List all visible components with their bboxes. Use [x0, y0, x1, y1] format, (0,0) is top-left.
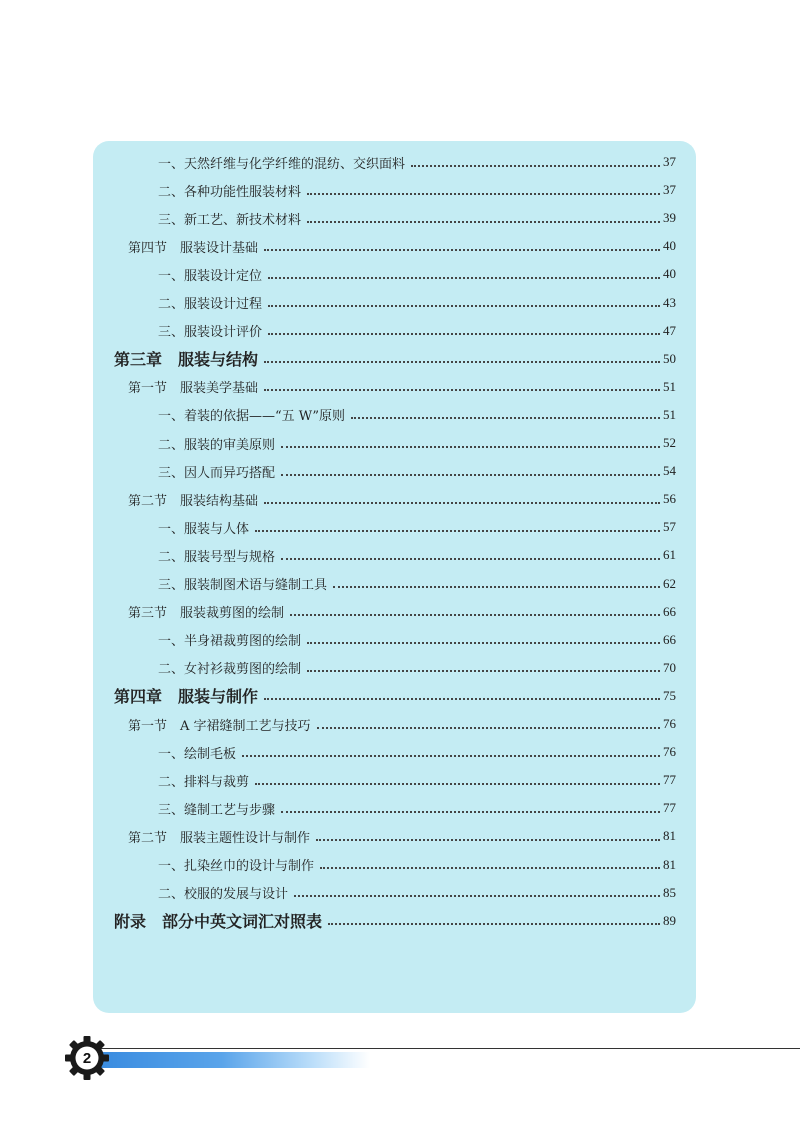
- page-footer: [0, 1022, 800, 1092]
- toc-entry-item[interactable]: [0, 177, 676, 203]
- toc-entry-page: 56: [663, 491, 676, 507]
- toc-entry-title: 二、校服的发展与设计: [158, 887, 289, 903]
- toc-entry-title: 第二节 服装主题性设计与制作: [128, 830, 311, 846]
- toc-entry-title: 第四章 服装与制作: [114, 687, 259, 707]
- dot-leader: [264, 501, 660, 504]
- toc-entry-page: 85: [663, 884, 676, 900]
- toc-entry-page: 51: [663, 406, 676, 422]
- dot-leader: [281, 810, 660, 813]
- dot-leader: [281, 557, 660, 560]
- toc-entry-page: 81: [663, 856, 676, 872]
- toc-entry-title: 一、半身裙裁剪图的绘制: [158, 634, 302, 650]
- dot-leader: [307, 669, 660, 672]
- dot-leader: [307, 641, 660, 644]
- toc-entry-item[interactable]: [0, 261, 676, 287]
- toc-entry-item[interactable]: [0, 627, 676, 653]
- toc-entry-title: 第一节 服装美学基础: [128, 381, 259, 397]
- toc-entry-item[interactable]: [0, 852, 676, 878]
- toc-entry-page: 54: [663, 463, 676, 479]
- page-number: 2: [82, 1049, 92, 1067]
- toc-entry-title: 三、服装设计评价: [158, 325, 263, 341]
- toc-entry-title: 附录 部分中英文词汇对照表: [114, 912, 323, 932]
- toc-entry-page: 66: [663, 603, 676, 619]
- toc-entry-item[interactable]: [0, 402, 676, 428]
- toc-entry-page: 39: [663, 210, 676, 226]
- toc-entry-title: 三、因人而异巧搭配: [158, 465, 276, 481]
- dot-leader: [268, 304, 660, 307]
- toc-entry-title: 一、服装与人体: [158, 521, 250, 537]
- dot-leader: [268, 276, 660, 279]
- toc-entry-title: 三、新工艺、新技术材料: [158, 212, 302, 228]
- dot-leader: [307, 220, 660, 223]
- dot-leader: [307, 192, 660, 195]
- toc-entry-item[interactable]: [0, 795, 676, 821]
- toc-entry-title: 第三章 服装与结构: [114, 350, 259, 370]
- toc-entry-item[interactable]: [0, 655, 676, 681]
- dot-leader: [351, 416, 660, 419]
- toc-entry-page: 51: [663, 378, 676, 394]
- toc-entry-section[interactable]: [0, 486, 676, 512]
- footer-gradient-bar: [100, 1052, 370, 1068]
- dot-leader: [281, 445, 660, 448]
- dot-leader: [255, 782, 660, 785]
- dot-leader: [264, 697, 660, 700]
- toc-entry-page: 70: [663, 659, 676, 675]
- toc-entry-title: 三、缝制工艺与步骤: [158, 802, 276, 818]
- dot-leader: [316, 838, 660, 841]
- toc-entry-chapter[interactable]: [0, 683, 676, 709]
- toc-entry-item[interactable]: [0, 514, 676, 540]
- toc-entry-title: 二、女衬衫裁剪图的绘制: [158, 662, 302, 678]
- footer-rule: [100, 1048, 800, 1049]
- toc-entry-page: 77: [663, 800, 676, 816]
- dot-leader: [264, 360, 660, 363]
- dot-leader: [264, 388, 660, 391]
- dot-leader: [255, 529, 660, 532]
- toc-entry-title: 三、服装制图术语与缝制工具: [158, 578, 328, 593]
- toc-entry-item[interactable]: [0, 739, 676, 765]
- toc-entry-page: 81: [663, 828, 676, 844]
- dot-leader: [268, 332, 660, 335]
- toc-entry-page: 89: [663, 912, 676, 928]
- toc-entry-page: 61: [663, 547, 676, 563]
- toc-entry-section[interactable]: [0, 374, 676, 400]
- toc-entry-item[interactable]: [0, 571, 676, 597]
- toc-entry-title: 第四节 服装设计基础: [128, 240, 259, 256]
- toc-entry-page: 77: [663, 772, 676, 788]
- toc-entry-section[interactable]: [0, 823, 676, 849]
- toc-entry-item[interactable]: [0, 149, 676, 175]
- toc-entry-item[interactable]: [0, 430, 676, 456]
- toc-entry-page: 76: [663, 716, 676, 731]
- toc-entry-item[interactable]: [0, 205, 676, 231]
- toc-entry-item[interactable]: [0, 880, 676, 906]
- toc-entry-section[interactable]: [0, 233, 676, 259]
- toc-entry-title: 二、服装的审美原则: [158, 437, 276, 453]
- toc-entry-item[interactable]: [0, 290, 676, 316]
- toc-entry-title: 第二节 服装结构基础: [128, 493, 259, 509]
- toc-entry-title: 二、排料与裁剪: [158, 774, 250, 790]
- toc-entry-title: 第三节 服装裁剪图的绘制: [128, 606, 285, 622]
- toc-entry-title: 一、扎染丝巾的设计与制作: [158, 859, 315, 874]
- toc-entry-title: 第一节 A 字裙缝制工艺与技巧: [128, 718, 311, 734]
- toc-entry-appendix[interactable]: [0, 908, 676, 934]
- toc-entry-item[interactable]: [0, 318, 676, 344]
- toc-entry-item[interactable]: [0, 542, 676, 568]
- toc-entry-title: 二、各种功能性服装材料: [158, 184, 302, 200]
- toc-entry-item[interactable]: [0, 458, 676, 484]
- toc-entry-page: 62: [663, 575, 676, 591]
- toc-entry-page: 57: [663, 519, 676, 535]
- toc-entry-title: 一、天然纤维与化学纤维的混纺、交织面料: [158, 156, 406, 172]
- toc-entry-page: 50: [663, 350, 676, 366]
- toc-entry-page: 66: [663, 631, 676, 647]
- toc-entry-page: 76: [663, 744, 676, 760]
- toc-entry-page: 37: [663, 154, 676, 169]
- toc-entry-page: 47: [663, 322, 676, 338]
- dot-leader: [317, 726, 660, 729]
- dot-leader: [281, 473, 660, 476]
- toc-entry-page: 43: [663, 294, 676, 310]
- toc-entry-title: 一、服装设计定位: [158, 268, 263, 284]
- toc-entry-title: 二、服装号型与规格: [158, 549, 276, 565]
- dot-leader: [320, 866, 660, 869]
- toc-entry-chapter[interactable]: [0, 346, 676, 372]
- toc-entry-title: 一、绘制毛板: [158, 746, 237, 762]
- toc-entry-title: 一、着装的依据——“五 W”原则: [158, 409, 346, 425]
- dot-leader: [290, 613, 660, 616]
- dot-leader: [333, 585, 660, 588]
- toc-entry-page: 52: [663, 435, 676, 450]
- dot-leader: [328, 922, 660, 925]
- toc-entry-page: 40: [663, 238, 676, 254]
- toc-entry-title: 二、服装设计过程: [158, 297, 263, 312]
- toc-entry-section[interactable]: [0, 599, 676, 625]
- toc-entry-page: 75: [663, 687, 676, 703]
- dot-leader: [264, 248, 660, 251]
- toc-entry-page: 40: [663, 266, 676, 282]
- toc-entry-item[interactable]: [0, 767, 676, 793]
- toc-entry-page: 37: [663, 182, 676, 198]
- toc-entry-section[interactable]: [0, 711, 676, 737]
- dot-leader: [294, 894, 660, 897]
- dot-leader: [411, 164, 660, 167]
- dot-leader: [242, 754, 660, 757]
